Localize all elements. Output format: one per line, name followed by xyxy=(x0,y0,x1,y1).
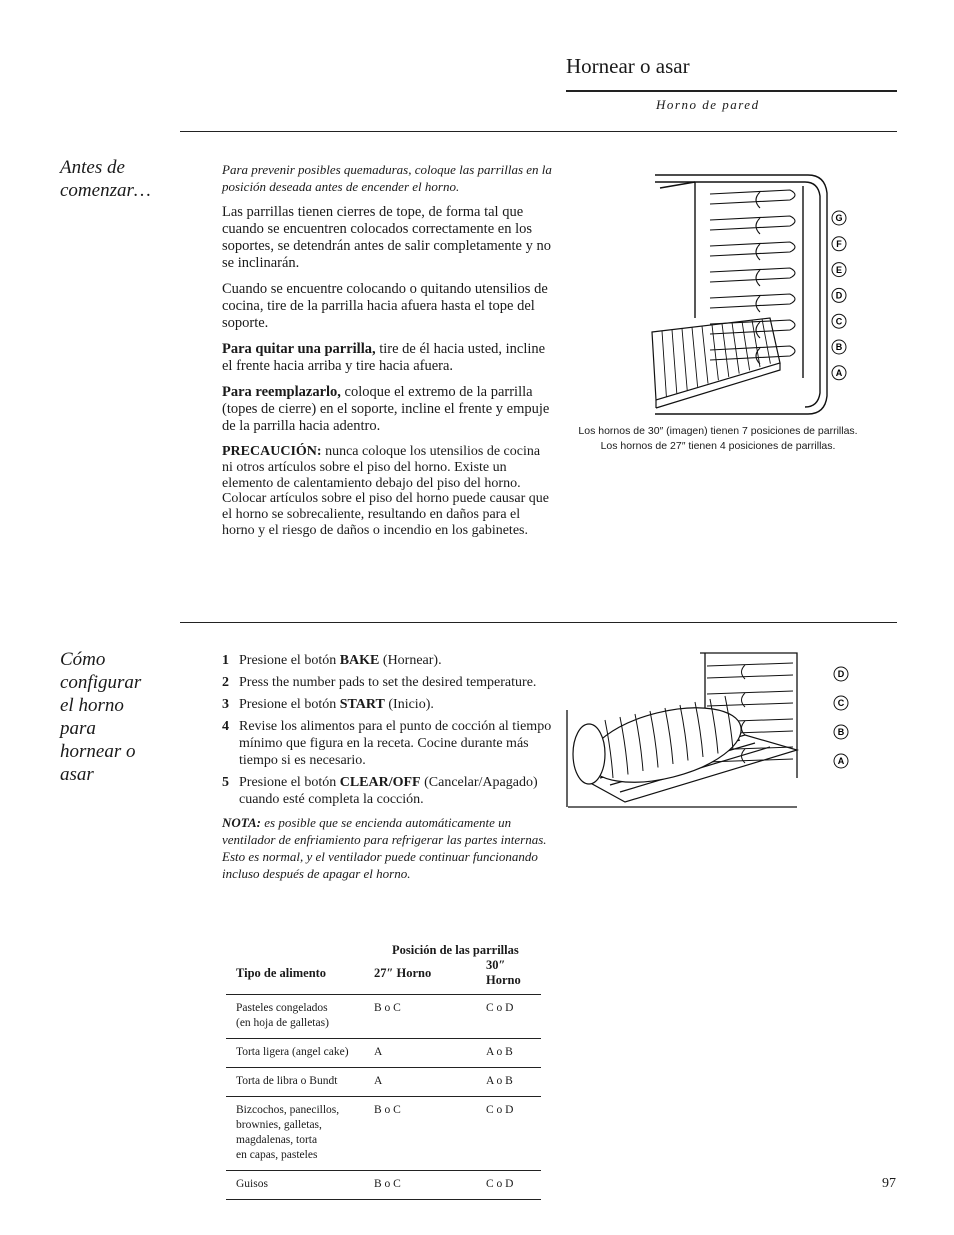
section-body-configurar xyxy=(222,652,554,882)
roast-in-oven-illustration xyxy=(565,650,855,810)
food-cell: Torta de libra o Bundt xyxy=(226,1068,364,1097)
rack-wire xyxy=(672,330,677,394)
step-text: (Cancelar/Apagado) cuando esté completa la cocción. xyxy=(239,775,538,807)
rack-guide xyxy=(707,663,793,679)
step-number: 2 xyxy=(222,675,229,690)
rack-guide xyxy=(710,190,795,208)
steps-list xyxy=(222,652,554,808)
step-item xyxy=(222,696,554,713)
rack-guide xyxy=(707,691,793,707)
rack-position-label: C xyxy=(835,316,843,327)
food-cell: Guisos xyxy=(226,1171,364,1200)
food-cell: Torta ligera (angel cake) xyxy=(226,1039,364,1068)
col-header-27: 27″ Horno xyxy=(374,965,432,980)
caption-line: Los hornos de 27″ tienen 4 posiciones de parrillas. xyxy=(600,440,836,452)
table-row xyxy=(226,1068,541,1097)
table-row xyxy=(226,1171,541,1200)
rack-position-table xyxy=(226,943,541,1200)
rack-position-label: F xyxy=(836,239,842,249)
paragraph xyxy=(222,341,554,375)
step-text: Revise los alimentos para el punto de cocción al tiempo mínimo que figura en la receta. Cocine durante más tiempo si es necesario. xyxy=(239,719,552,768)
rack-position-label: B xyxy=(837,727,845,738)
section-body-antes xyxy=(222,161,554,548)
rack-position-label: G xyxy=(835,213,843,224)
rack-position-label: A xyxy=(835,368,843,378)
step-number: 1 xyxy=(222,653,229,668)
rack-position-label: B xyxy=(835,342,843,353)
page-title: Hornear o asar xyxy=(566,54,690,78)
step-item xyxy=(222,674,554,691)
group-header: Posición de las parrillas xyxy=(392,943,519,957)
table-row xyxy=(226,1039,541,1068)
rack-position-label: C xyxy=(837,698,845,709)
rack-guide xyxy=(710,216,795,234)
paragraph: Las parrillas tienen cierres de tope, de forma tal que cuando se encuentren colocados correctamente en los soportes, se detendrán antes de salir completamente y no se inclinarán. xyxy=(222,204,551,271)
step-number: 3 xyxy=(222,697,229,712)
figure-caption xyxy=(560,424,876,454)
note-text: es posible que se encienda automáticamente un ventilador de enfriamiento para refrigerar las partes internas. Esto es normal, y el ventilador puede continuar funcionando incluso después de apagar el horno. xyxy=(222,815,547,881)
rack-wire xyxy=(742,321,750,370)
step-item xyxy=(222,718,554,769)
step-text: Press the number pads to set the desired temperature. xyxy=(239,675,537,690)
section-divider xyxy=(180,131,897,132)
button-name: CLEAR/OFF xyxy=(339,775,421,790)
rack-30-cell: A o B xyxy=(476,1039,541,1068)
rack-27-cell: A xyxy=(364,1068,476,1097)
step-text: Presione el botón xyxy=(239,775,340,790)
rack-wire xyxy=(732,322,739,373)
button-name: START xyxy=(339,697,385,712)
rack-wire xyxy=(692,327,698,387)
page-number: 97 xyxy=(882,1176,896,1191)
step-text: (Inicio). xyxy=(384,697,434,712)
section-divider xyxy=(180,622,897,623)
step-text: (Hornear). xyxy=(379,653,442,668)
step-number: 5 xyxy=(222,775,229,790)
rack-guide xyxy=(710,268,795,286)
step-item xyxy=(222,774,554,808)
step-text: Presione el botón xyxy=(239,697,340,712)
rack-27-cell: B o C xyxy=(364,1171,476,1200)
intro-note: Para prevenir posibles quemaduras, coloque las parrillas en la posición deseada antes de encender el horno. xyxy=(222,162,552,194)
title-rule xyxy=(566,90,897,92)
step-text: Presione el botón xyxy=(239,653,340,668)
rack-wire xyxy=(722,324,729,377)
col-header-30: 30″ Horno xyxy=(486,958,521,987)
rack-position-label: D xyxy=(835,290,843,301)
rack-guide xyxy=(710,346,795,364)
caution-paragraph xyxy=(222,444,554,539)
rack-position-label: D xyxy=(837,669,845,680)
rack-27-cell: A xyxy=(364,1039,476,1068)
paragraph-text: nunca coloque los utensilios de cocina ni otros artículos sobre el piso del horno. Existe un elemento de calentamiento debajo del piso del horno. Colocar artículos sobre el piso del horno puede causar que el horno se sobrecaliente, resultando en daños para el horno y el riesgo de daños o incendio en los gabinetes. xyxy=(222,444,549,538)
rack-27-cell: B o C xyxy=(364,1097,476,1171)
paragraph-text: tire de él hacia usted, incline el frente hacia arriba y tire hacia afuera. xyxy=(222,341,546,374)
rack-30-cell: C o D xyxy=(476,1171,541,1200)
step-number: 4 xyxy=(222,719,229,734)
food-cell: Bizcochos, panecillos, brownies, galletas, magdalenas, torta en capas, pasteles xyxy=(226,1097,364,1171)
button-name: BAKE xyxy=(339,653,380,668)
rack-guide xyxy=(710,242,795,260)
bold-lead: Para quitar una parrilla, xyxy=(222,341,376,357)
bold-lead: PRECAUCIÓN: xyxy=(222,444,322,459)
rack-30-cell: A o B xyxy=(476,1068,541,1097)
note xyxy=(222,814,554,882)
col-header-food: Tipo de alimento xyxy=(236,965,327,980)
step-item xyxy=(222,652,554,669)
oven-racks-illustration xyxy=(640,168,860,420)
rack-wire xyxy=(682,328,687,390)
table-row xyxy=(226,995,541,1039)
section-heading-antes: Antes de comenzar… xyxy=(60,157,151,201)
caption-line: Los hornos de 30″ (imagen) tienen 7 posiciones de parrillas. xyxy=(578,425,858,437)
rack-position-label: E xyxy=(835,264,843,275)
page-subtitle: Horno de pared xyxy=(656,97,760,112)
rack-30-cell: C o D xyxy=(476,995,541,1039)
rack-27-cell: B o C xyxy=(364,995,476,1039)
table-header-row xyxy=(226,958,541,995)
paragraph-text: coloque el extremo de la parrilla (topes de cierre) en el soporte, incline el frente y empuje de la parrilla hacia adentro. xyxy=(222,384,550,434)
paragraph: Cuando se encuentre colocando o quitando utensilios de cocina, tire de la parrilla hacia afuera hasta el tope del soporte. xyxy=(222,281,548,331)
paragraph xyxy=(222,384,554,435)
rack-30-cell: C o D xyxy=(476,1097,541,1171)
note-label: NOTA: xyxy=(222,815,261,830)
food-cell: Pasteles congelados (en hoja de galletas) xyxy=(226,995,364,1039)
table-group-header-row xyxy=(226,943,541,958)
bold-lead: Para reemplazarlo, xyxy=(222,384,341,400)
rack-wire xyxy=(702,326,708,384)
section-heading-configurar: Cómo configurar el horno para hornear o asar xyxy=(60,649,142,785)
rack-position-label: A xyxy=(837,756,845,767)
rack-wire xyxy=(662,331,666,397)
table-row xyxy=(226,1097,541,1171)
rack-guide xyxy=(710,294,795,312)
